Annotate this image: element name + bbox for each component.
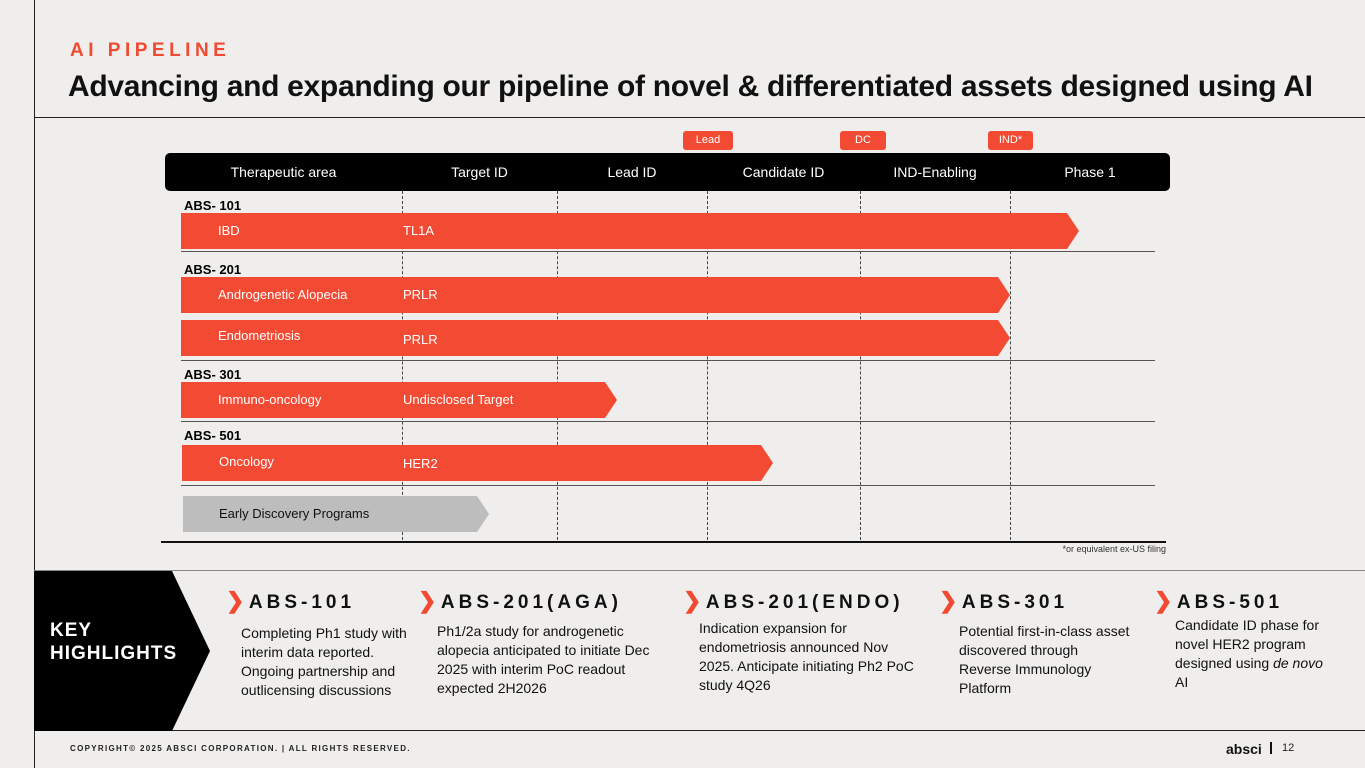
highlight-abs-501 <box>1154 588 1283 614</box>
early-discovery-label: Early Discovery Programs <box>219 506 370 521</box>
copyright-text: COPYRIGHT© 2025 ABSCI CORPORATION. | ALL RIGHTS RESERVED. <box>70 744 411 753</box>
program-label-abs-301: ABS- 301 <box>184 367 242 382</box>
footnote: *or equivalent ex-US filing <box>1062 544 1166 554</box>
row-divider <box>181 421 1155 422</box>
target-label: PRLR <box>403 287 438 302</box>
therapeutic-area-label: Androgenetic Alopecia <box>218 287 348 302</box>
pipeline-bar-endometriosis <box>181 320 1010 356</box>
key-highlights-label-line1: KEY <box>50 620 93 641</box>
program-label-abs-501: ABS- 501 <box>184 428 242 443</box>
chevron-right-icon: ❯ <box>418 588 437 613</box>
row-divider <box>181 251 1155 252</box>
column-header-target-id: Target ID <box>451 164 508 180</box>
highlight-text: Indication expansion for endometriosis announced Nov 2025. Anticipate initiating Ph2 PoC study 4Q26 <box>699 620 914 693</box>
highlight-title: ABS-201(ENDO) <box>705 592 904 613</box>
highlight-text: Potential first-in-class asset discovered through Reverse Immunology Platform <box>959 623 1130 696</box>
target-label: PRLR <box>403 332 438 347</box>
milestone-ind-badge: IND* <box>988 131 1033 150</box>
pipeline-bottom-rule <box>161 541 1166 543</box>
pipeline-bar-immuno-oncology <box>181 382 617 418</box>
program-label-abs-101: ABS- 101 <box>184 198 242 213</box>
highlight-text: Candidate ID phase for novel HER2 program designed using de novo AI <box>1175 617 1323 690</box>
key-highlights-label-line2: HIGHLIGHTS <box>50 643 178 664</box>
highlight-title: ABS-301 <box>961 592 1069 613</box>
chevron-right-icon: ❯ <box>939 588 958 613</box>
chevron-right-icon: ❯ <box>683 588 702 613</box>
chevron-right-icon: ❯ <box>1154 588 1173 613</box>
therapeutic-area-label: Oncology <box>219 454 274 469</box>
therapeutic-area-label: IBD <box>218 223 240 238</box>
highlight-title: ABS-201(AGA) <box>440 592 622 613</box>
pipeline-bar-ibd <box>181 213 1079 249</box>
highlight-title: ABS-501 <box>1176 592 1284 613</box>
program-label-abs-201: ABS- 201 <box>184 262 242 277</box>
pipeline-header-bar <box>165 153 1170 191</box>
highlight-title: ABS-101 <box>248 592 356 613</box>
pipeline-bar-oncology <box>182 445 773 481</box>
therapeutic-area-label: Immuno-oncology <box>218 392 322 407</box>
target-label: TL1A <box>403 223 435 238</box>
column-header-therapeutic-area: Therapeutic area <box>230 164 337 180</box>
column-header-candidate-id: Candidate ID <box>742 164 825 180</box>
highlight-text: Ph1/2a study for androgenetic alopecia anticipated to initiate Dec 2025 with interim PoC readout expected 2H2026 <box>437 623 650 696</box>
column-header-phase-1: Phase 1 <box>1064 164 1116 180</box>
chevron-right-icon: ❯ <box>226 588 245 613</box>
absci-logo: absci <box>1226 741 1262 757</box>
therapeutic-area-label: Endometriosis <box>218 328 301 343</box>
title-divider <box>34 117 1365 118</box>
footer-separator <box>1270 742 1272 754</box>
target-label: HER2 <box>403 456 438 471</box>
page-number: 12 <box>1282 742 1295 754</box>
column-header-ind-enabling: IND-Enabling <box>893 164 977 180</box>
highlight-abs-301 <box>939 588 1068 614</box>
highlight-text: Completing Ph1 study with interim data reported. Ongoing partnership and outlicensing discussions <box>241 625 407 698</box>
target-label: Undisclosed Target <box>403 392 514 407</box>
milestone-dc-badge: DC <box>840 131 886 150</box>
highlight-abs-201-endo <box>683 588 904 614</box>
pipeline-bar-androgenetic-alopecia <box>181 277 1010 313</box>
section-eyebrow: AI PIPELINE <box>70 40 231 61</box>
column-header-lead-id: Lead ID <box>607 164 657 180</box>
milestone-lead-badge: Lead <box>683 131 733 150</box>
key-highlights-label <box>50 619 177 665</box>
page-title: Advancing and expanding our pipeline of novel & differentiated assets designed using AI <box>68 70 1313 103</box>
row-divider <box>181 485 1155 486</box>
footer-divider <box>34 730 1365 731</box>
row-divider <box>181 360 1155 361</box>
highlight-abs-201-aga <box>418 588 622 614</box>
highlights-top-divider <box>34 570 1365 571</box>
pipeline-bar-early-discovery <box>183 496 489 532</box>
highlight-abs-101 <box>226 588 355 614</box>
